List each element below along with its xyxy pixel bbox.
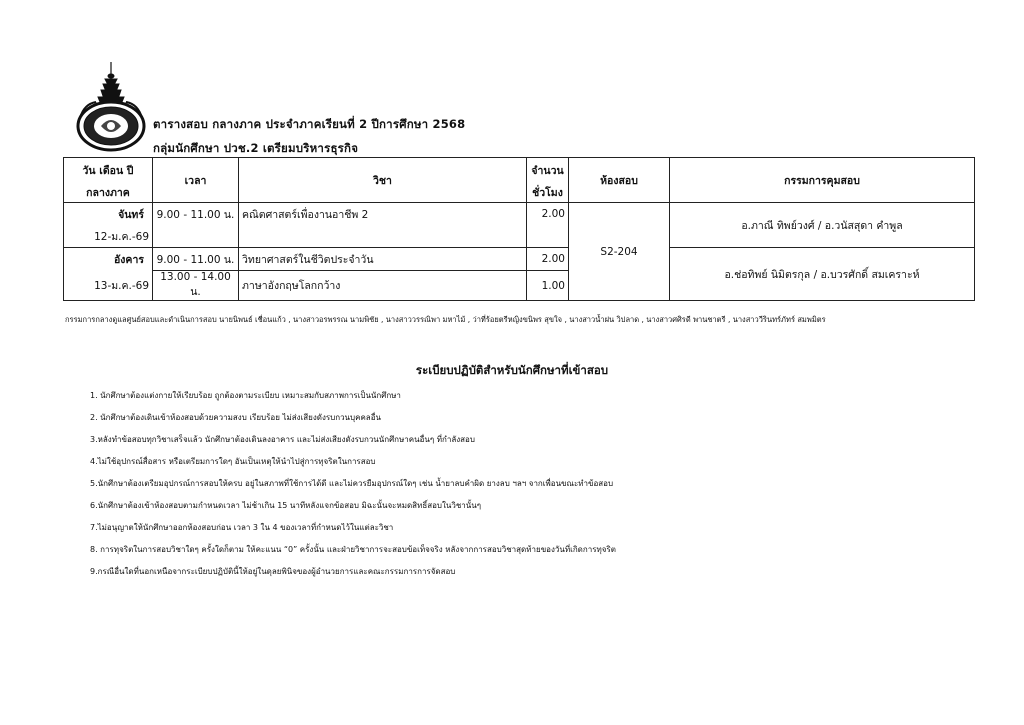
exam-day: อังคาร: [114, 253, 144, 266]
central-committee-note: กรรมการกลางดูแลศูนย์สอบและดำเนินการสอบ นายนิพนธ์ เชื่อนแก้ว , นางสาวอรพรรณ นามพิชัย , นางสาววรรณิพา มหาไม้ , ว่าที่ร้อยตรีหญิงขนิพร สุขใจ , นางสาวน้ำฝน วิปลาด , นางสาวศศิรดี พานชาตรี , นางสาววีรินทร์ภัทร์ สมพมิตร: [65, 315, 826, 324]
header-hours: จำนวน: [527, 158, 569, 183]
header-time: เวลา: [153, 158, 239, 203]
exam-date: 12-ม.ค.-69: [64, 225, 153, 248]
header-date-sub: กลางภาค: [64, 182, 153, 203]
table-header-row: [64, 158, 975, 183]
exam-hours: 2.00: [527, 203, 569, 226]
exam-subject: วิทยาศาสตร์ในชีวิตประจำวัน: [239, 248, 527, 271]
rules-list: [90, 385, 616, 583]
header-committee: กรรมการคุมสอบ: [670, 158, 975, 203]
exam-hours: 2.00: [527, 248, 569, 271]
exam-committee: อ.ช่อทิพย์ นิมิตรกุล / อ.บวรศักดิ์ สมเคราะห์: [670, 248, 975, 301]
header-subject: วิชา: [239, 158, 527, 203]
header-hours-sub: ชั่วโมง: [527, 182, 569, 203]
rule-item: 7.ไม่อนุญาตให้นักศึกษาออกห้องสอบก่อน เวลา 3 ใน 4 ของเวลาที่กำหนดไว้ในแต่ละวิชา: [90, 523, 394, 532]
exam-schedule-table: [63, 157, 975, 301]
exam-date: 13-ม.ค.-69: [64, 271, 153, 301]
rule-item: 6.นักศึกษาต้องเข้าห้องสอบตามกำหนดเวลา ไม่ช้าเกิน 15 นาทีหลังแจกข้อสอบ มิฉะนั้นจะหมดสิทธิ์สอบในวิชานั้นๆ: [90, 501, 482, 510]
exam-day: จันทร์: [118, 208, 144, 221]
exam-subject: คณิตศาสตร์เพื่องานอาชีพ 2: [239, 203, 527, 226]
exam-committee: อ.ภาณี ทิพย์วงศ์ / อ.วนัสสุดา คำพูล: [670, 203, 975, 248]
exam-subject: ภาษาอังกฤษโลกกว้าง: [239, 271, 527, 301]
rule-item: 4.ไม่ใช้อุปกรณ์สื่อสาร หรือเตรียมการใดๆ อันเป็นเหตุให้นำไปสู่การทุจริตในการสอบ: [90, 457, 376, 466]
exam-time: 9.00 - 11.00 น.: [153, 248, 239, 271]
exam-time: 13.00 - 14.00 น.: [153, 271, 239, 301]
table-row: [64, 248, 975, 271]
rule-item: 9.กรณีอื่นใดที่นอกเหนือจากระเบียบปฏิบัตินี้ให้อยู่ในดุลยพินิจของผู้อำนวยการและคณะกรรมการการจัดสอบ: [90, 567, 456, 576]
header-date: วัน เดือน ปี: [64, 158, 153, 183]
rule-item: 5.นักศึกษาต้องเตรียมอุปกรณ์การสอบให้ครบ อยู่ในสภาพที่ใช้การได้ดี และไม่ควรยืมอุปกรณ์ใดๆ เช่น น้ำยาลบคำผิด ยางลบ ฯลฯ จากเพื่อนขณะทำข้อสอบ: [90, 479, 614, 488]
rule-item: 1. นักศึกษาต้องแต่งกายให้เรียบร้อย ถูกต้องตามระเบียบ เหมาะสมกับสภาพการเป็นนักศึกษา: [90, 391, 401, 400]
table-row: [64, 203, 975, 226]
rule-item: 3.หลังทำข้อสอบทุกวิชาเสร็จแล้ว นักศึกษาต้องเดินลงอาคาร และไม่ส่งเสียงดังรบกวนนักศึกษาคนอื่นๆ ที่กำลังสอบ: [90, 435, 475, 444]
institution-emblem-icon: [74, 60, 148, 152]
rule-item: 8. การทุจริตในการสอบวิชาใดๆ ครั้งใดก็ตาม ให้คะแนน “0” ครั้งนั้น และฝ่ายวิชาการจะสอบข้อเท็จจริง หลังจากการสอบวิชาสุดท้ายของวันที่เกิดการทุจริต: [90, 545, 616, 554]
student-group: กลุ่มนักศึกษา ปวช.2 เตรียมบริหารธุรกิจ: [153, 141, 359, 155]
rules-heading: ระเบียบปฏิบัติสำหรับนักศึกษาที่เข้าสอบ: [415, 363, 609, 377]
header-room: ห้องสอบ: [569, 158, 670, 203]
exam-time: 9.00 - 11.00 น.: [153, 203, 239, 226]
exam-room: S2-204: [569, 203, 670, 301]
exam-hours: 1.00: [527, 271, 569, 301]
rule-item: 2. นักศึกษาต้องเดินเข้าห้องสอบด้วยความสงบ เรียบร้อย ไม่ส่งเสียงดังรบกวนบุคคลอื่น: [90, 413, 381, 422]
page-title: ตารางสอบ กลางภาค ประจำภาคเรียนที่ 2 ปีการศึกษา 2568: [153, 117, 466, 131]
